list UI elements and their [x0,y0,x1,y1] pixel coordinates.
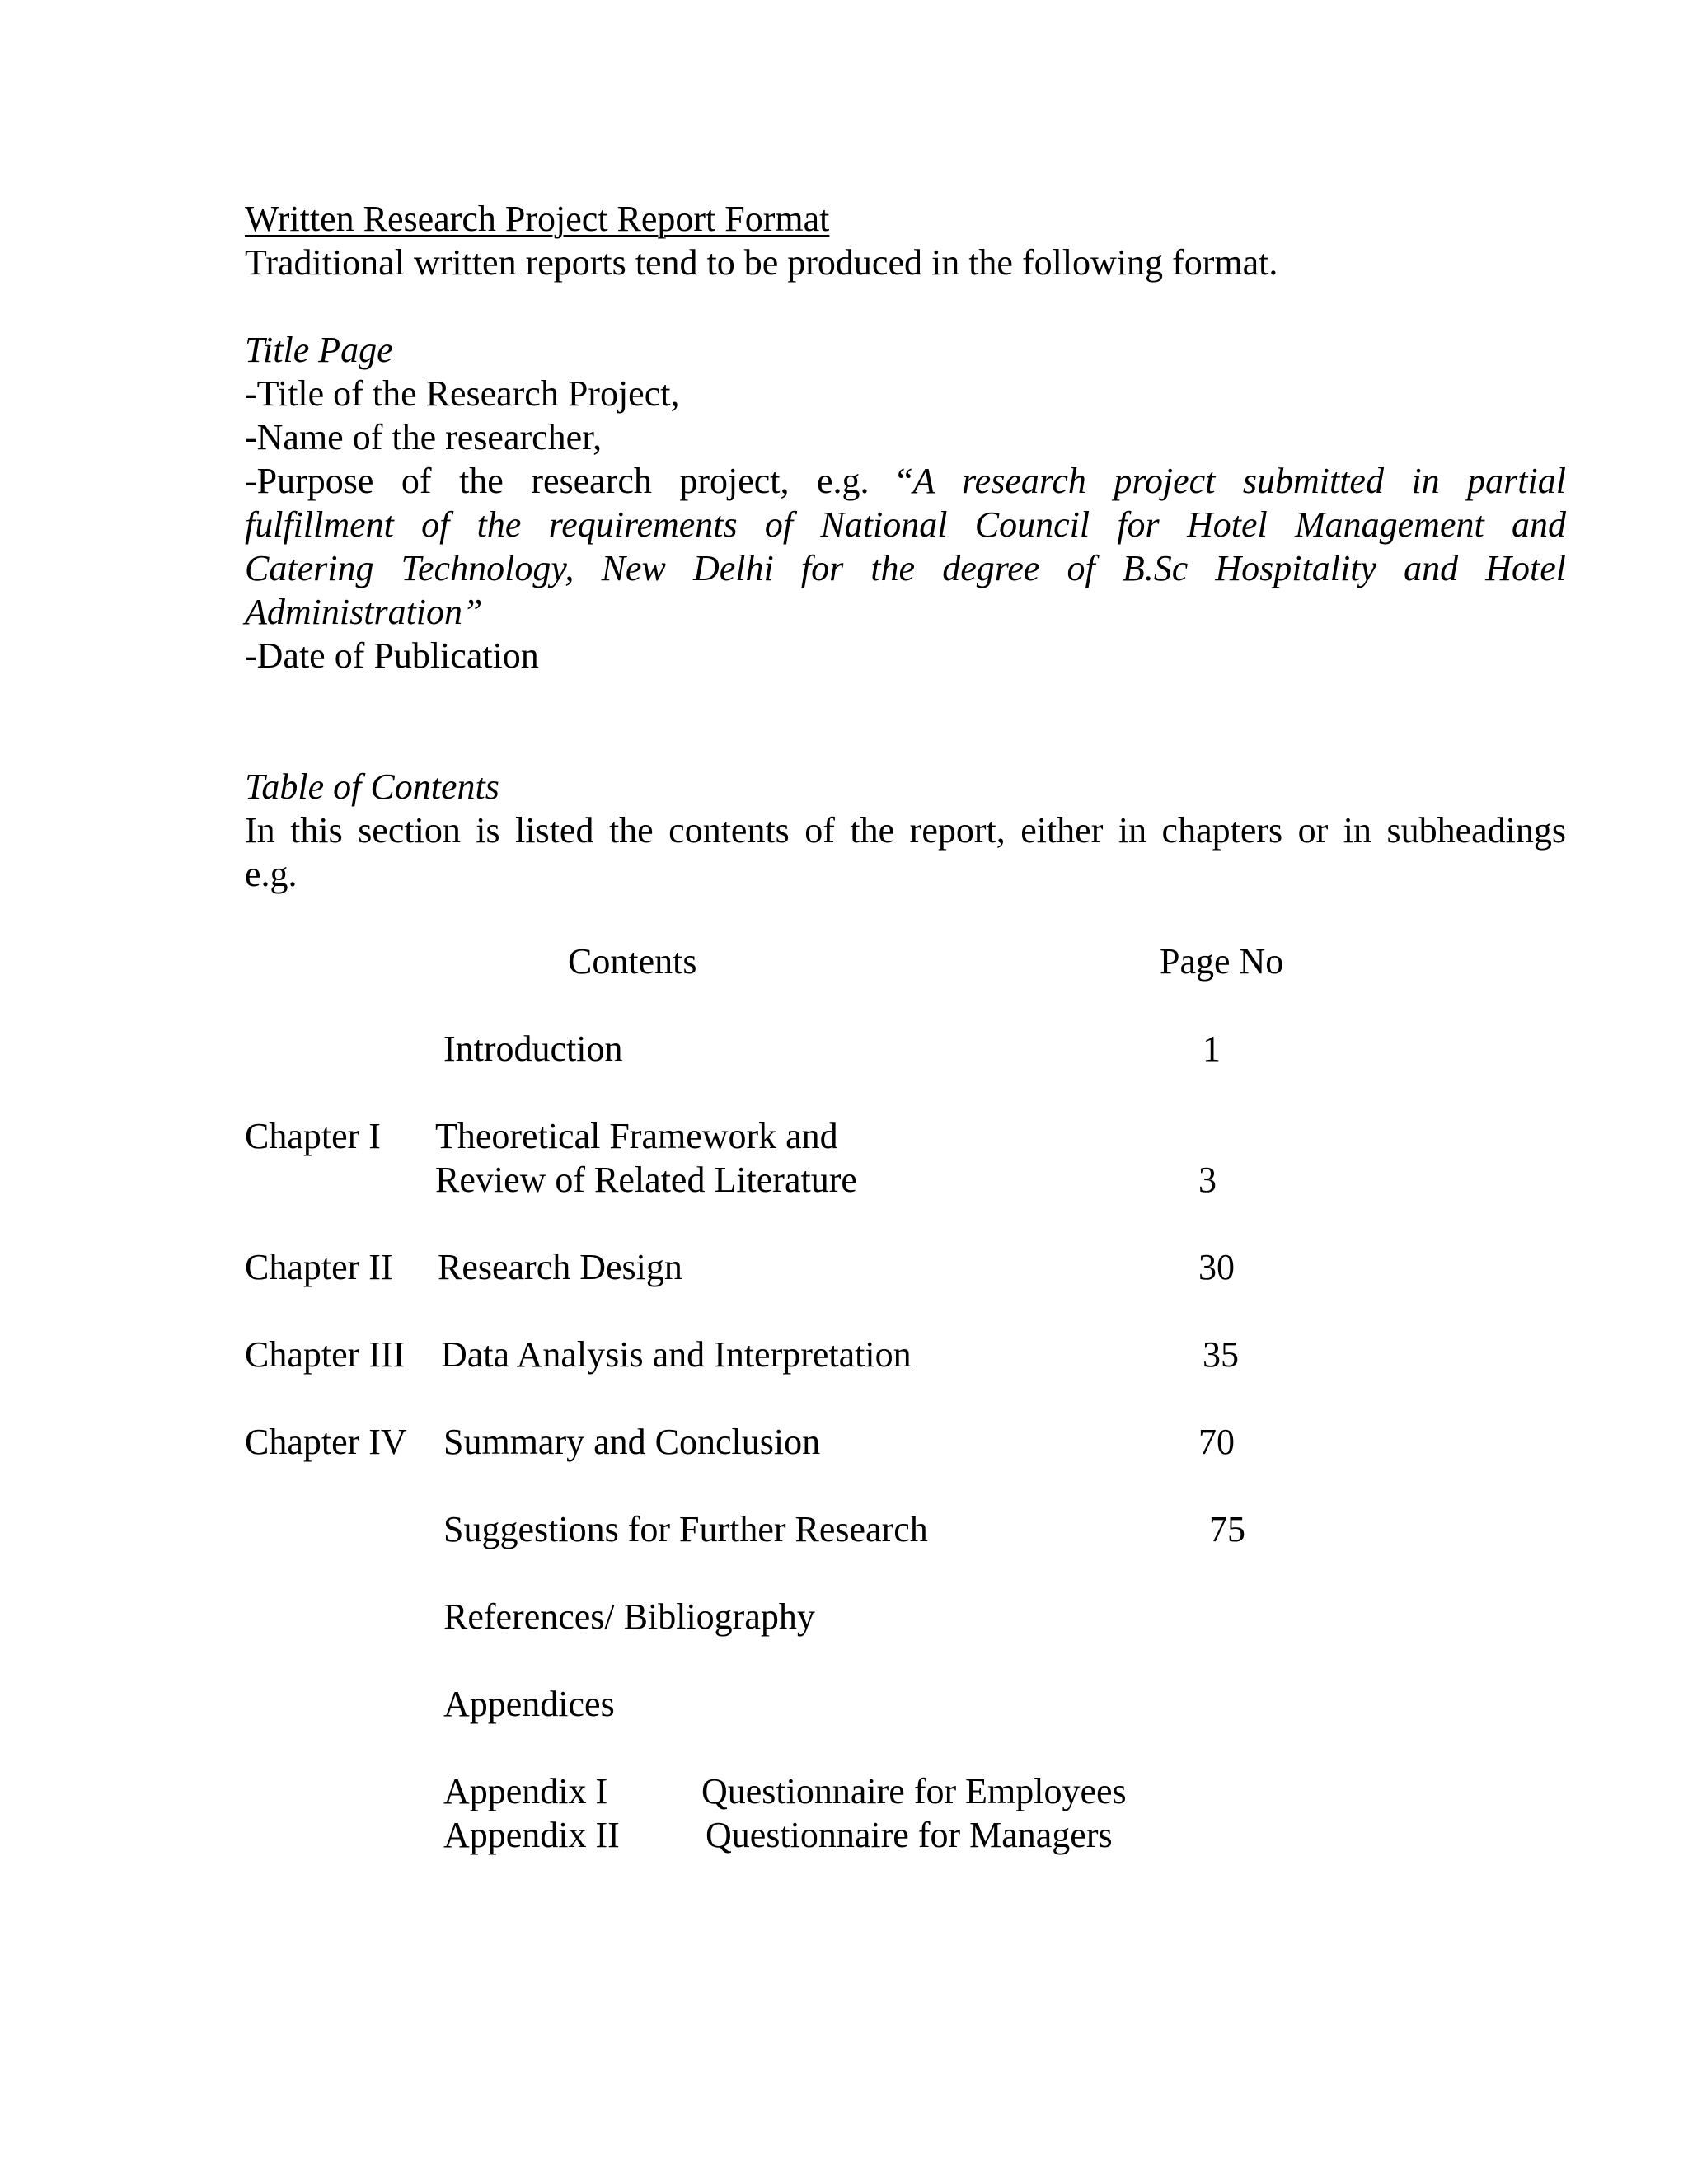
document-title: Written Research Project Report Format [245,199,830,239]
toc-description-2: e.g. [245,854,298,894]
toc-description-1: In this section is listed the contents of the report, either in chapters or in subheadings [245,810,1566,851]
purpose-quote-2: fulfillment of the requirements of National Council for Hotel Management and [245,504,1566,545]
chapter-label: Chapter III [245,1334,406,1375]
toc-entry-appendices: Appendices [443,1684,615,1724]
toc-page-introduction: 1 [1203,1029,1221,1069]
toc-page-chapter4: 70 [1198,1422,1235,1462]
toc-page-chapter3: 35 [1203,1334,1239,1375]
toc-entry-appendix1: Questionnaire for Employees [701,1771,1127,1811]
purpose-line-1 [245,459,1566,503]
chapter-label: Chapter IV [245,1422,407,1462]
purpose-quote-4: Administration” [245,592,483,632]
intro-text: Traditional written reports tend to be produced in the following format. [245,242,1278,283]
toc-entry-chapter3: Data Analysis and Interpretation [441,1334,912,1375]
toc-page-suggestions: 75 [1209,1509,1245,1549]
toc-entry-chapter1-line1: Theoretical Framework and [435,1116,838,1156]
toc-page-chapter1: 3 [1198,1160,1217,1200]
appendix-label: Appendix II [443,1815,620,1855]
toc-entry-chapter1-line2: Review of Related Literature [435,1160,857,1200]
toc-entry-chapter2: Research Design [438,1247,682,1287]
toc-entry-chapter4: Summary and Conclusion [443,1422,821,1462]
page-no-column-header: Page No [1160,941,1284,982]
chapter-label: Chapter II [245,1247,393,1287]
chapter-label: Chapter I [245,1116,381,1156]
contents-column-header: Contents [568,941,697,982]
appendix-label: Appendix I [443,1771,608,1811]
title-page-heading: Title Page [245,330,393,370]
toc-entry-introduction: Introduction [443,1029,623,1069]
toc-entry-appendix2: Questionnaire for Managers [706,1815,1113,1855]
toc-heading: Table of Contents [245,766,499,807]
item-project-title: -Title of the Research Project, [245,373,680,414]
item-date-of-publication: -Date of Publication [245,635,539,676]
item-researcher-name: -Name of the researcher, [245,417,603,457]
toc-entry-references: References/ Bibliography [443,1596,815,1637]
purpose-quote-1: A research project submitted in partial [912,461,1566,501]
purpose-quote-3: Catering Technology, New Delhi for the degree of B.Sc Hospitality and Hotel [245,548,1566,588]
purpose-prefix: -Purpose of the research project, e.g. “ [245,461,913,501]
toc-page-chapter2: 30 [1198,1247,1235,1287]
toc-entry-suggestions: Suggestions for Further Research [443,1509,928,1549]
